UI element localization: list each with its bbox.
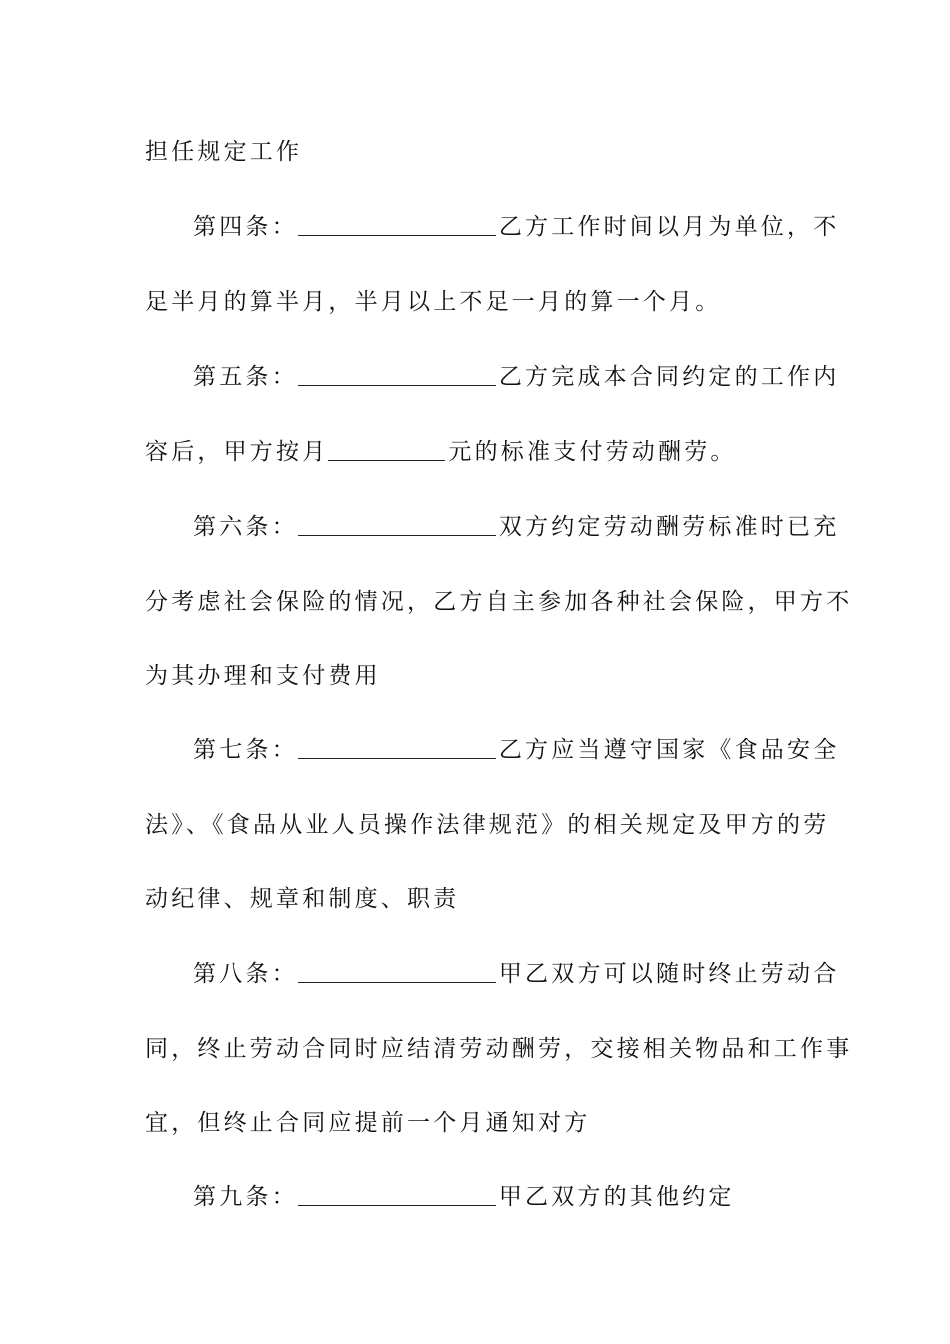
article-label: 第九条： xyxy=(193,1184,298,1210)
line-text: 甲乙双方可以随时终止劳动合 xyxy=(498,961,840,987)
article-4-heading-line xyxy=(193,212,840,242)
text-line xyxy=(145,587,853,617)
line-text: 乙方工作时间以月为单位，不 xyxy=(498,214,840,240)
text-line xyxy=(145,1108,810,1138)
text-line xyxy=(145,810,830,840)
fill-in-blank[interactable] xyxy=(298,515,496,536)
line-text: 法》、《食品从业人员操作法律规范》的相关规定及甲方的劳 xyxy=(145,812,830,838)
fill-in-blank[interactable] xyxy=(298,215,496,236)
line-text-before: 容后，甲方按月 xyxy=(145,439,329,465)
text-line xyxy=(145,287,810,317)
line-text: 双方约定劳动酬劳标准时已充 xyxy=(498,514,840,540)
article-8-heading-line xyxy=(193,959,840,989)
line-text: 为其办理和支付费用 xyxy=(145,663,381,689)
fill-in-blank[interactable] xyxy=(298,962,496,983)
line-text: 乙方应当遵守国家《食品安全 xyxy=(498,737,840,763)
line-text-after: 元的标准支付劳动酬劳。 xyxy=(448,439,737,465)
article-label: 第八条： xyxy=(193,961,298,987)
article-label: 第四条： xyxy=(193,214,298,240)
fill-in-blank[interactable] xyxy=(298,365,496,386)
line-text: 动纪律、规章和制度、职责 xyxy=(145,886,460,912)
salary-line xyxy=(145,437,810,467)
text-line xyxy=(145,661,810,691)
article-5-heading-line xyxy=(193,362,840,392)
line-text: 同，终止劳动合同时应结清劳动酬劳，交接相关物品和工作事 xyxy=(145,1036,853,1062)
article-7-heading-line xyxy=(193,735,840,765)
salary-amount-blank[interactable] xyxy=(328,440,445,461)
text-line xyxy=(145,884,810,914)
line-text: 足半月的算半月，半月以上不足一月的算一个月。 xyxy=(145,289,722,315)
line-text: 宜，但终止合同应提前一个月通知对方 xyxy=(145,1110,591,1136)
fill-in-blank[interactable] xyxy=(298,1185,496,1206)
article-label: 第五条： xyxy=(193,364,298,390)
article-6-heading-line xyxy=(193,512,840,542)
article-label: 第六条： xyxy=(193,514,298,540)
line-text: 乙方完成本合同约定的工作内 xyxy=(498,364,840,390)
article-9-heading-line xyxy=(193,1182,810,1212)
fill-in-blank[interactable] xyxy=(298,738,496,759)
article-label: 第七条： xyxy=(193,737,298,763)
line-text: 担任规定工作 xyxy=(145,139,303,165)
line-text: 甲乙双方的其他约定 xyxy=(498,1184,735,1210)
text-line xyxy=(145,137,810,167)
line-text: 分考虑社会保险的情况，乙方自主参加各种社会保险，甲方不 xyxy=(145,589,853,615)
text-line xyxy=(145,1034,853,1064)
